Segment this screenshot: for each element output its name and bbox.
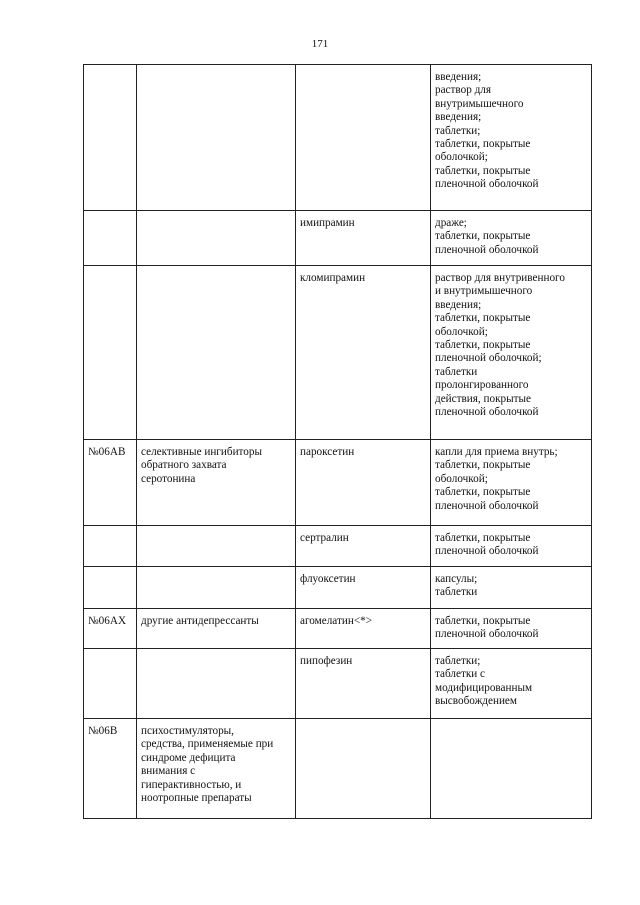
atc-code-cell bbox=[84, 266, 137, 440]
dosage-forms-cell: таблетки, покрытые пленочной оболочкой bbox=[431, 526, 592, 567]
table-row bbox=[84, 567, 592, 609]
medication-table bbox=[83, 64, 592, 819]
drug-name-cell: агомелатин<*> bbox=[296, 609, 431, 649]
drug-name-cell: имипрамин bbox=[296, 211, 431, 266]
table-row bbox=[84, 440, 592, 526]
atc-code-cell bbox=[84, 526, 137, 567]
dosage-forms-cell: введения; раствор для внутримышечного введения; таблетки; таблетки, покрытые оболочкой; таблетки, покрытые пленочной оболочкой bbox=[431, 65, 592, 211]
dosage-forms-cell: таблетки, покрытые пленочной оболочкой bbox=[431, 609, 592, 649]
atc-code-cell bbox=[84, 65, 137, 211]
table-row bbox=[84, 65, 592, 211]
dosage-forms-cell: таблетки; таблетки с модифицированным высвобождением bbox=[431, 649, 592, 719]
group-name-cell bbox=[137, 266, 296, 440]
atc-code-cell: №06АХ bbox=[84, 609, 137, 649]
drug-name-cell: пароксетин bbox=[296, 440, 431, 526]
dosage-forms-cell: капли для приема внутрь; таблетки, покрытые оболочкой; таблетки, покрытые пленочной оболочкой bbox=[431, 440, 592, 526]
group-name-cell bbox=[137, 211, 296, 266]
table-row bbox=[84, 719, 592, 819]
group-name-cell bbox=[137, 65, 296, 211]
atc-code-cell bbox=[84, 649, 137, 719]
atc-code-cell bbox=[84, 211, 137, 266]
drug-name-cell: кломипрамин bbox=[296, 266, 431, 440]
drug-name-cell: флуоксетин bbox=[296, 567, 431, 609]
atc-code-cell: №06В bbox=[84, 719, 137, 819]
drug-name-cell bbox=[296, 719, 431, 819]
dosage-forms-cell: капсулы; таблетки bbox=[431, 567, 592, 609]
drug-name-cell: пипофезин bbox=[296, 649, 431, 719]
group-name-cell: селективные ингибиторы обратного захвата серотонина bbox=[137, 440, 296, 526]
table-row bbox=[84, 649, 592, 719]
page-number: 171 bbox=[311, 38, 329, 50]
dosage-forms-cell: раствор для внутривенного и внутримышечного введения; таблетки, покрытые оболочкой; таблетки, покрытые пленочной оболочкой; таблетки пролонгированного действия, покрытые пленочной оболочкой bbox=[431, 266, 592, 440]
table-row bbox=[84, 211, 592, 266]
group-name-cell bbox=[137, 526, 296, 567]
atc-code-cell: №06АВ bbox=[84, 440, 137, 526]
group-name-cell bbox=[137, 567, 296, 609]
table-row bbox=[84, 266, 592, 440]
drug-name-cell: сертралин bbox=[296, 526, 431, 567]
atc-code-cell bbox=[84, 567, 137, 609]
dosage-forms-cell bbox=[431, 719, 592, 819]
group-name-cell: другие антидепрессанты bbox=[137, 609, 296, 649]
drug-name-cell bbox=[296, 65, 431, 211]
table-row bbox=[84, 526, 592, 567]
table-row bbox=[84, 609, 592, 649]
group-name-cell: психостимуляторы, средства, применяемые при синдроме дефицита внимания с гиперактивностью, и ноотропные препараты bbox=[137, 719, 296, 819]
dosage-forms-cell: драже; таблетки, покрытые пленочной оболочкой bbox=[431, 211, 592, 266]
group-name-cell bbox=[137, 649, 296, 719]
